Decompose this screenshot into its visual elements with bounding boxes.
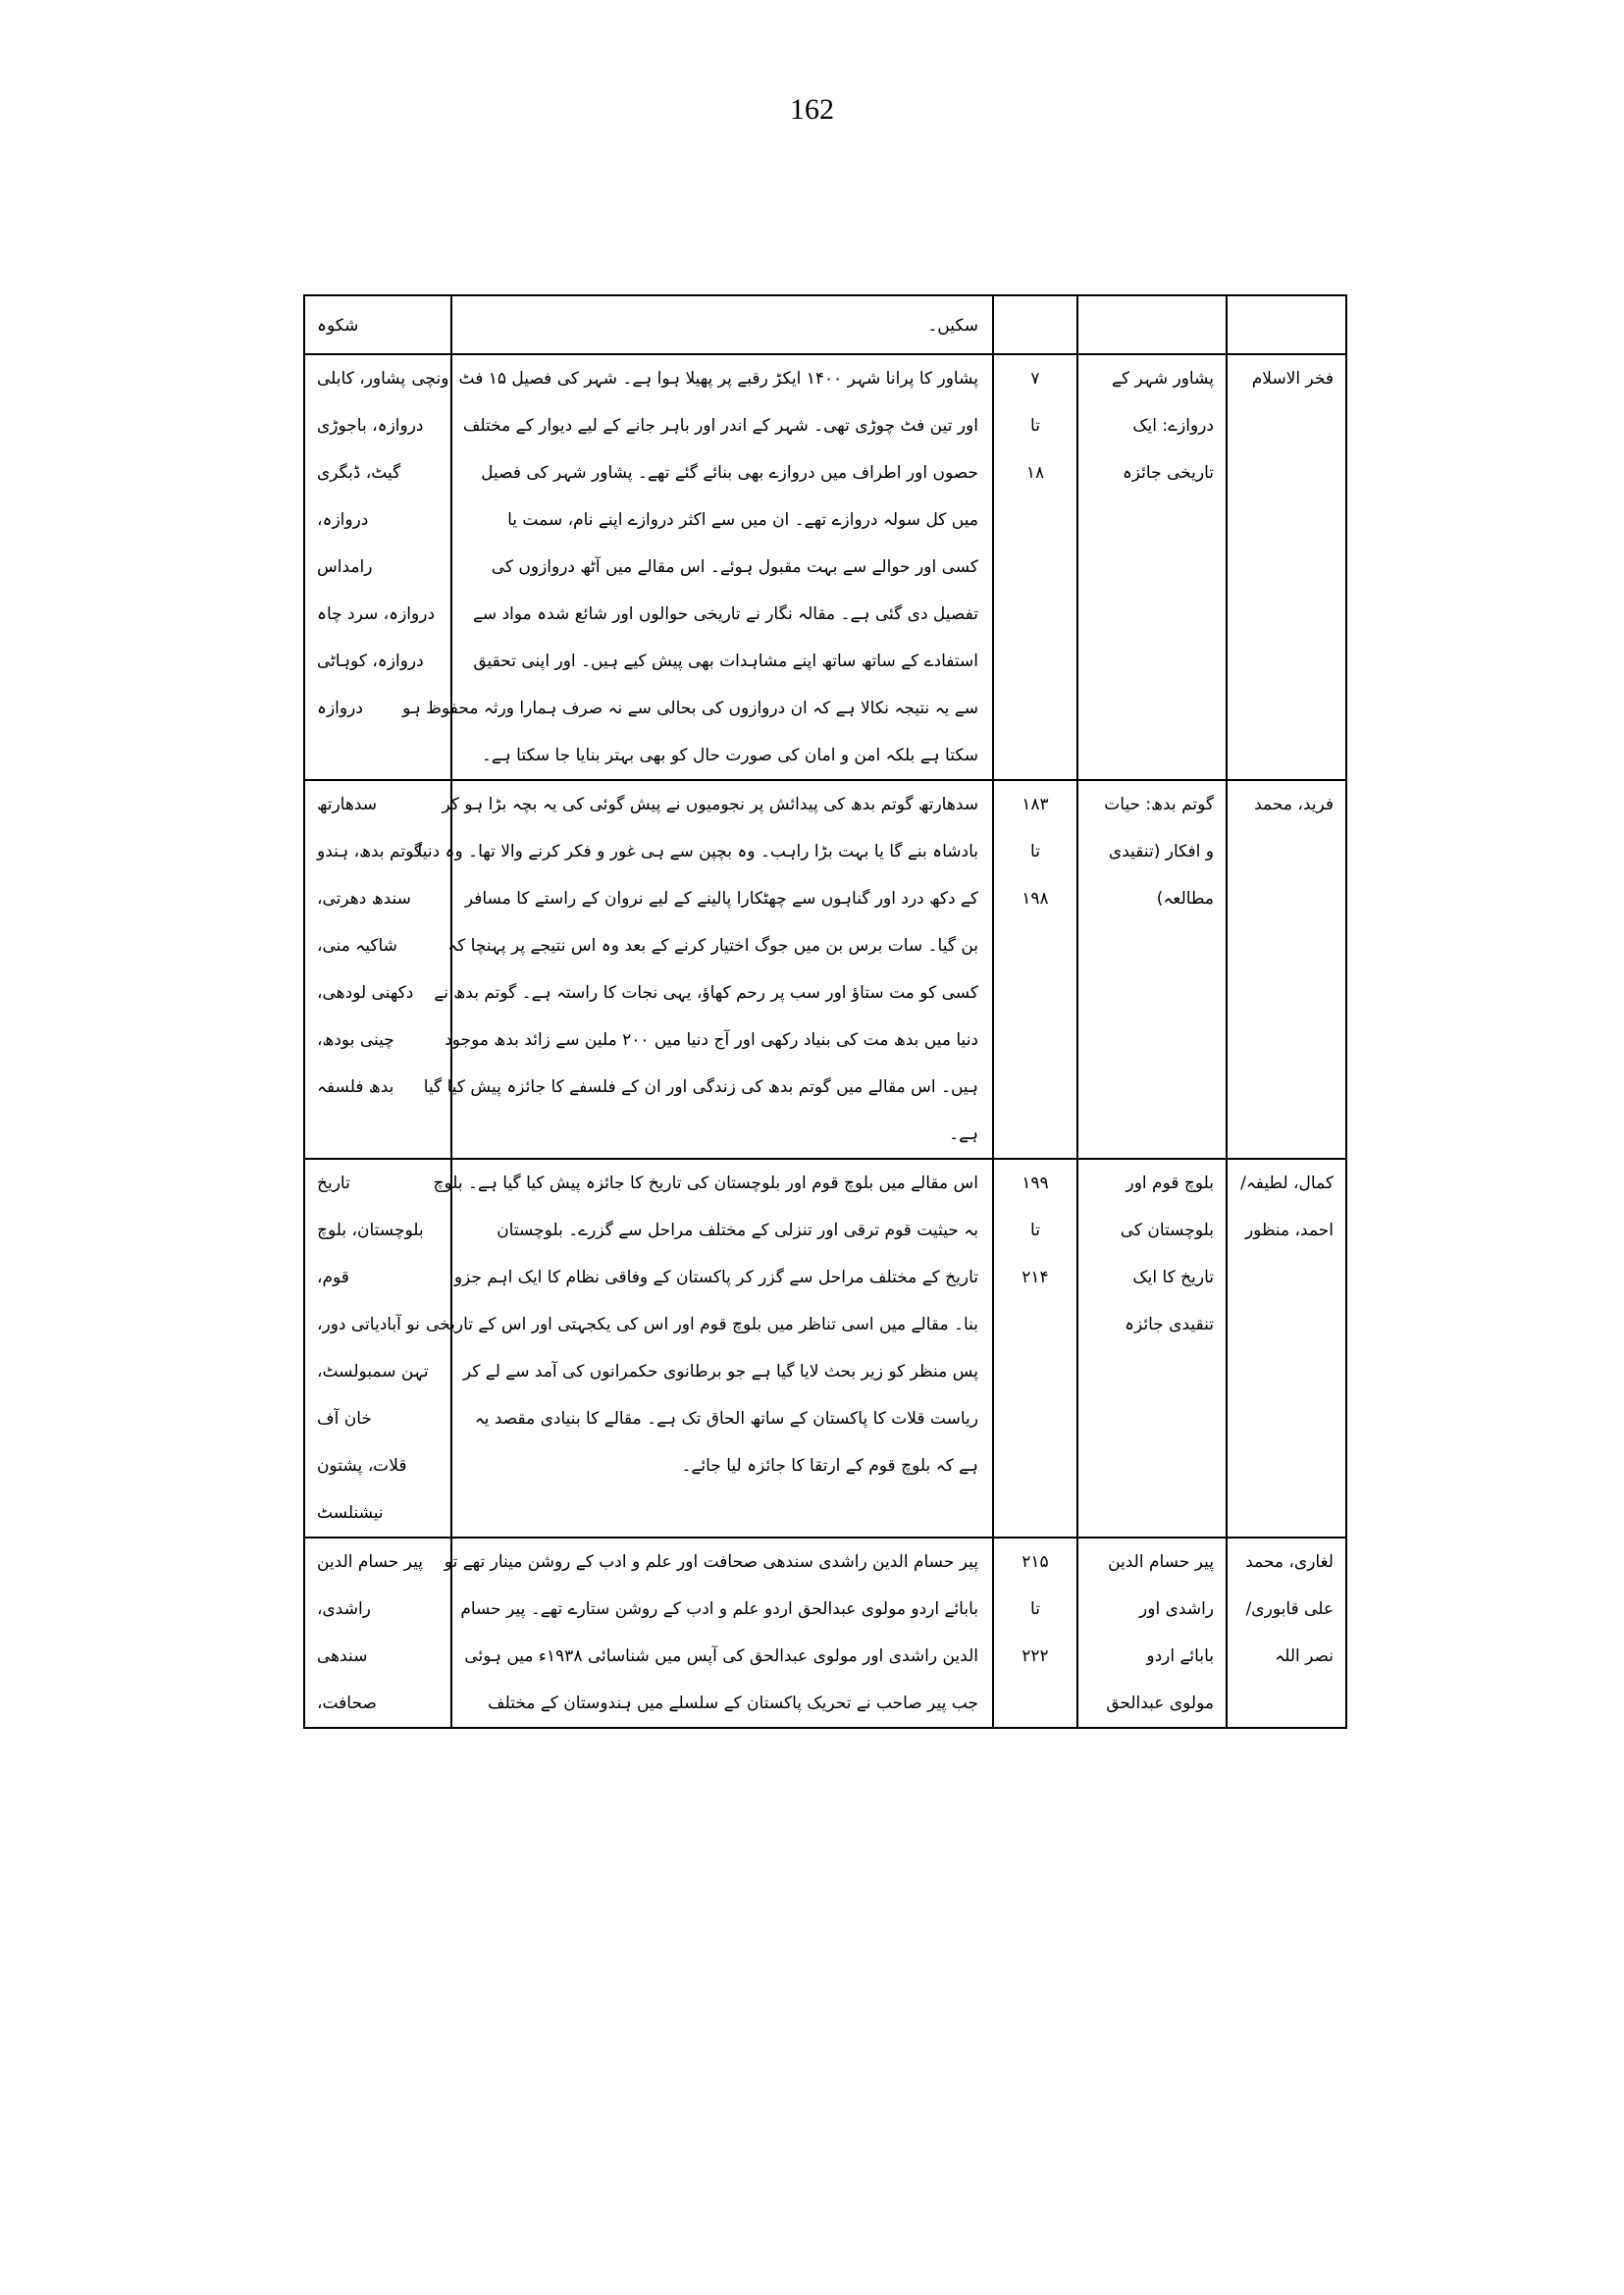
keywords-line: سدھارتھ	[317, 795, 377, 814]
pages-line: تا	[1030, 1599, 1040, 1619]
abstract-line: ریاست قلات کا پاکستان کے ساتھ الحاق تک ہے۔ مقالے کا بنیادی مقصد یہ	[474, 1409, 978, 1429]
title-line: دروازے: ایک	[1132, 416, 1214, 436]
abstract-line: ہیں۔ اس مقالے میں گوتم بدھ کی زندگی اور ان کے فلسفے کا جائزہ پیش کیا گیا	[423, 1077, 978, 1097]
abstract-cell	[417, 780, 993, 1159]
keywords-line: چینی بودھ،	[317, 1030, 394, 1050]
pages-cell	[993, 295, 1077, 354]
abstract-line: حصوں اور اطراف میں دروازے بھی بنائے گئے تھے۔ پشاور شہر کی فصیل	[481, 463, 978, 483]
pages-line: ۲۲۲	[1022, 1646, 1049, 1666]
pages-line: ۷	[1030, 369, 1040, 389]
table-row	[304, 295, 1346, 354]
keywords-line: دروازہ،	[317, 510, 369, 530]
author-line: فرید، محمد	[1254, 795, 1334, 814]
keywords-line: شکوہ	[317, 316, 359, 336]
pages-line: ۲۱۵	[1022, 1552, 1049, 1572]
abstract-line: بنا۔ مقالے میں اسی تناظر میں بلوچ قوم اور اس کی یکجہتی اور اس کے تاریخی	[426, 1315, 978, 1334]
abstract-line: الدین راشدی اور مولوی عبدالحق کی آپس میں شناسائی ۱۹۳۸ء میں ہوئی	[464, 1646, 978, 1666]
title-line: پشاور شہر کے	[1112, 369, 1214, 389]
title-line: گوتم بدھ: حیات	[1104, 795, 1214, 814]
keywords-line: دروازہ، کوہاٹی	[317, 652, 424, 671]
title-cell	[1077, 780, 1227, 1159]
abstract-line: بابائے اردو مولوی عبدالحق اردو علم و ادب کے روشن ستارے تھے۔ پیر حسام	[460, 1599, 978, 1619]
keywords-line: دروازہ، باجوڑی	[317, 416, 424, 436]
author-cell	[1227, 295, 1346, 354]
abstract-line: کسی کو مت ستاؤ اور سب پر رحم کھاؤ، یہی نجات کا راستہ ہے۔ گوتم بدھ نے	[434, 983, 978, 1003]
table-row	[304, 1159, 1346, 1538]
pages-line: ۱۹۹	[1022, 1174, 1049, 1193]
title-cell	[1077, 1538, 1227, 1728]
abstract-line: پس منظر کو زیر بحث لایا گیا ہے جو برطانوی حکمرانوں کی آمد سے لے کر	[462, 1362, 978, 1382]
keywords-line: دکھنی لودھی،	[317, 983, 414, 1003]
keywords-line: راشدی،	[317, 1599, 371, 1619]
abstract-line: سکتا ہے بلکہ امن و امان کی صورت حال کو بھی بہتر بنایا جا سکتا ہے۔	[481, 746, 978, 765]
author-line: نصر اللہ	[1275, 1646, 1334, 1666]
keywords-line: سندھ دھرتی،	[317, 889, 411, 909]
author-cell	[1227, 1159, 1346, 1538]
keywords-line: بلوچستان، بلوچ	[317, 1221, 424, 1240]
abstract-line: اور تین فٹ چوڑی تھی۔ شہر کے اندر اور باہر جانے کے لیے دیوار کے مختلف	[462, 416, 978, 436]
title-cell	[1077, 354, 1227, 780]
abstract-line: بادشاہ بنے گا یا بہت بڑا راہب۔ وہ بچپن سے ہی غور و فکر کرنے والا تھا۔ وہ دنیا	[417, 842, 978, 861]
table-row	[304, 354, 1346, 780]
abstract-line: بن گیا۔ سات برس بن میں جوگ اختیار کرنے کے بعد وہ اس نتیجے پر پہنچا کہ	[447, 936, 978, 956]
keywords-line: پیر حسام الدین	[317, 1552, 423, 1572]
table-row	[304, 780, 1346, 1159]
title-line: تنقیدی جائزہ	[1125, 1315, 1214, 1334]
abstract-line: کے دکھ درد اور گناہوں سے چھٹکارا پالینے کے لیے نروان کے راستے کا مسافر	[464, 889, 978, 909]
abstract-line: سکیں۔	[927, 316, 978, 336]
title-line: راشدی اور	[1139, 1599, 1214, 1619]
keywords-line: سندھی	[317, 1646, 368, 1666]
pages-cell	[993, 354, 1077, 780]
abstract-cell	[426, 1159, 993, 1538]
title-line: مطالعہ)	[1156, 889, 1214, 909]
author-cell	[1227, 780, 1346, 1159]
abstract-cell	[444, 1538, 993, 1728]
bibliography-table	[303, 294, 1347, 1729]
title-cell	[1077, 1159, 1227, 1538]
pages-line: ۱۹۸	[1022, 889, 1049, 909]
keywords-cell	[304, 295, 451, 354]
pages-line: تا	[1030, 416, 1040, 436]
abstract-line: بہ حیثیت قوم ترقی اور تنزلی کے مختلف مراحل سے گزرے۔ بلوچستان	[497, 1221, 978, 1240]
pages-line: ۱۸۳	[1022, 795, 1049, 814]
title-cell	[1077, 295, 1227, 354]
keywords-line: شاکیہ منی،	[317, 936, 397, 956]
abstract-line: ہے۔	[949, 1124, 978, 1144]
keywords-line: نو آبادیاتی دور،	[317, 1315, 420, 1334]
pages-cell	[993, 780, 1077, 1159]
abstract-line: سے یہ نتیجہ نکالا ہے کہ ان دروازوں کی بحالی سے نہ صرف ہمارا ورثہ محفوظ ہو	[402, 699, 978, 718]
pages-line: ۲۱۴	[1022, 1268, 1049, 1287]
keywords-line: دروازہ، سرد چاہ	[317, 604, 436, 624]
keywords-line: صحافت،	[317, 1694, 377, 1713]
title-line: مولوی عبدالحق	[1106, 1694, 1214, 1713]
author-line: فخر الاسلام	[1251, 369, 1334, 389]
pages-line: تا	[1030, 842, 1040, 861]
keywords-line: گیٹ، ڈبگری	[317, 463, 401, 483]
pages-cell	[993, 1159, 1077, 1538]
title-line: بلوچستان کی	[1120, 1221, 1214, 1240]
abstract-cell	[451, 295, 993, 354]
pages-line: ۱۸	[1025, 463, 1045, 483]
abstract-line: استفادے کے ساتھ ساتھ اپنے مشاہدات بھی پیش کیے ہیں۔ اور اپنی تحقیق	[473, 652, 978, 671]
keywords-line: پشاور، کابلی	[317, 369, 406, 389]
keywords-cell	[304, 1538, 451, 1728]
page-number: 162	[790, 93, 834, 126]
keywords-line: خان آف	[317, 1409, 372, 1429]
abstract-line: میں کل سولہ دروازے تھے۔ ان میں سے اکثر دروازے اپنے نام، سمت یا	[507, 510, 978, 530]
title-line: بلوچ قوم اور	[1126, 1174, 1214, 1193]
abstract-line: تاریخ کے مختلف مراحل سے گزر کر پاکستان کے وفاقی نظام کا ایک اہم جزو	[453, 1268, 978, 1287]
keywords-line: تاریخ	[317, 1174, 350, 1193]
keywords-cell	[304, 1159, 451, 1538]
abstract-cell	[402, 354, 993, 780]
author-cell	[1227, 1538, 1346, 1728]
keywords-line: رامداس	[317, 557, 373, 577]
abstract-line: دنیا میں بدھ مت کی بنیاد رکھی اور آج دنیا میں ۲۰۰ ملین سے زائد بدھ موجود	[445, 1030, 978, 1050]
title-line: تاریخ کا ایک	[1132, 1268, 1214, 1287]
title-line: تاریخی جائزہ	[1122, 463, 1214, 483]
title-line: پیر حسام الدین	[1108, 1552, 1214, 1572]
author-line: لغاری، محمد	[1245, 1552, 1334, 1572]
keywords-line: نیشنلسٹ	[317, 1503, 384, 1523]
author-line: احمد، منظور	[1244, 1221, 1334, 1240]
keywords-line: قوم،	[317, 1268, 349, 1287]
keywords-line: تہن سمبولسٹ،	[317, 1362, 429, 1382]
keywords-line: بدھ فلسفہ	[317, 1077, 394, 1097]
abstract-line: پشاور کا پرانا شہر ۱۴۰۰ ایکڑ رقبے پر پھیلا ہوا ہے۔ شہر کی فصیل ۱۵ فٹ اونچی	[411, 369, 978, 389]
pages-line: تا	[1030, 1221, 1040, 1240]
keywords-line: گوتم بدھ، ہندو	[317, 842, 422, 861]
abstract-line: کسی اور حوالے سے بہت مقبول ہوئے۔ اس مقالے میں آٹھ دروازوں کی	[491, 557, 978, 577]
table-row	[304, 1538, 1346, 1728]
pages-cell	[993, 1538, 1077, 1728]
table-body	[304, 295, 1346, 1728]
abstract-line: پیر حسام الدین راشدی سندھی صحافت اور علم و ادب کے روشن مینار تھے تو	[444, 1552, 978, 1572]
abstract-line: جب پیر صاحب نے تحریک پاکستان کے سلسلے میں ہندوستان کے مختلف	[488, 1694, 978, 1713]
abstract-line: ہے کہ بلوچ قوم کے ارتقا کا جائزہ لیا جائے۔	[681, 1456, 978, 1476]
title-line: و افکار (تنقیدی	[1108, 842, 1214, 861]
abstract-line: تفصیل دی گئی ہے۔ مقالہ نگار نے تاریخی حوالوں اور شائع شدہ مواد سے	[472, 604, 978, 624]
author-line: علی قابوری/	[1245, 1599, 1334, 1619]
keywords-line: قلات، پشتون	[317, 1456, 407, 1476]
author-line: کمال، لطیفہ/	[1240, 1174, 1334, 1193]
author-cell	[1227, 354, 1346, 780]
keywords-line: دروازہ	[317, 699, 363, 718]
title-line: بابائے اردو	[1146, 1646, 1214, 1666]
abstract-line: اس مقالے میں بلوچ قوم اور بلوچستان کی تاریخ کا جائزہ پیش کیا گیا ہے۔ بلوچ	[433, 1174, 978, 1193]
abstract-line: سدھارتھ گوتم بدھ کی پیدائش پر نجومیوں نے پیش گوئی کی یہ بچہ بڑا ہو کر	[442, 795, 978, 814]
